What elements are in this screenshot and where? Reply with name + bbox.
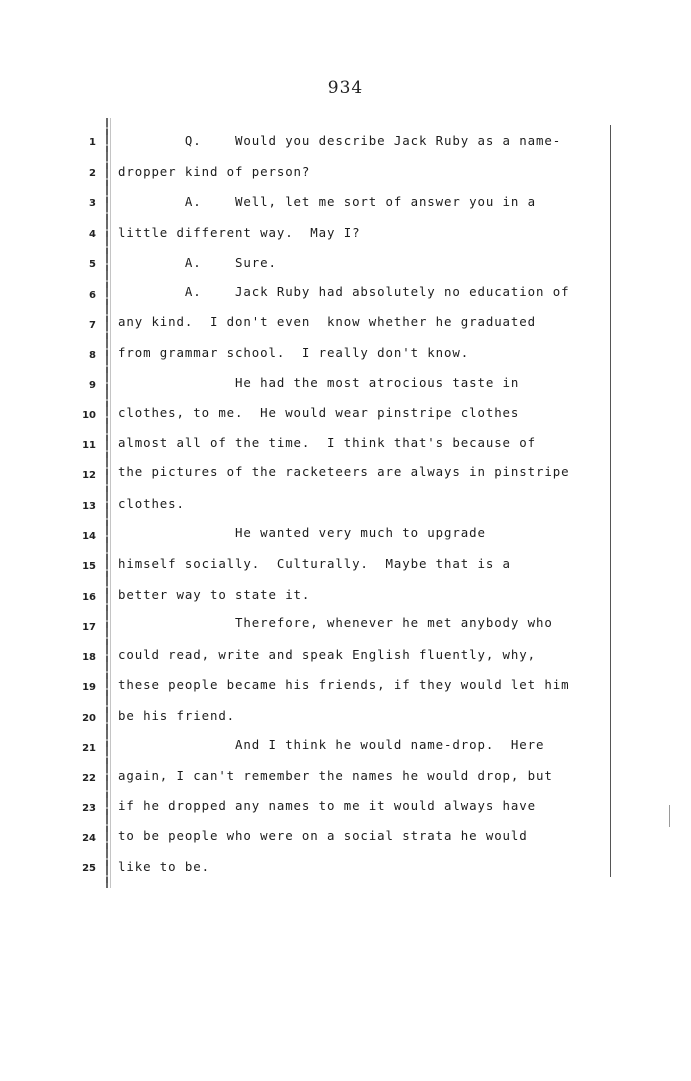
right-margin-rule — [610, 125, 611, 877]
transcript-line: to be people who were on a social strata he would — [118, 828, 528, 843]
line-number: 21 — [82, 743, 96, 754]
transcript-line: be his friend. — [118, 708, 236, 723]
left-margin-rule — [106, 118, 108, 888]
line-number: 2 — [89, 168, 96, 179]
transcript-line: almost all of the time. I think that's because of — [118, 435, 536, 450]
line-number: 20 — [82, 713, 96, 724]
page-number: 934 — [327, 78, 364, 98]
line-number: 25 — [82, 863, 96, 874]
transcript-line: better way to state it. — [118, 587, 311, 602]
line-number: 17 — [82, 622, 96, 633]
line-number: 11 — [82, 440, 96, 451]
line-number: 23 — [82, 803, 96, 814]
transcript-line: like to be. — [118, 859, 210, 874]
line-number: 7 — [89, 320, 96, 331]
transcript-line: again, I can't remember the names he would drop, but — [118, 768, 553, 783]
line-number: 6 — [89, 290, 96, 301]
line-number: 3 — [89, 198, 96, 209]
line-number: 1 — [89, 137, 96, 148]
line-number: 16 — [82, 592, 96, 603]
line-number: 12 — [82, 470, 96, 481]
line-number: 10 — [82, 410, 96, 421]
transcript-line: clothes. — [118, 496, 185, 511]
line-number: 24 — [82, 833, 96, 844]
transcript-line: And I think he would name-drop. Here — [118, 737, 545, 752]
transcript-line: dropper kind of person? — [118, 164, 311, 179]
line-number: 9 — [89, 380, 96, 391]
line-number: 18 — [82, 652, 96, 663]
line-number: 4 — [89, 229, 96, 240]
line-number: 22 — [82, 773, 96, 784]
transcript-line: A. Jack Ruby had absolutely no education of — [118, 284, 570, 299]
line-number: 13 — [82, 501, 96, 512]
transcript-line: Therefore, whenever he met anybody who — [118, 615, 553, 630]
transcript-line: himself socially. Culturally. Maybe that is a — [118, 556, 511, 571]
line-number: 14 — [82, 531, 96, 542]
line-number: 5 — [89, 259, 96, 270]
transcript-line: He wanted very much to upgrade — [118, 525, 486, 540]
transcript-line: the pictures of the racketeers are always in pinstripe — [118, 464, 570, 479]
transcript-line: these people became his friends, if they would let him — [118, 677, 570, 692]
transcript-line: He had the most atrocious taste in — [118, 375, 520, 390]
line-number: 8 — [89, 350, 96, 361]
line-number: 15 — [82, 561, 96, 572]
margin-mark — [669, 805, 670, 827]
transcript-line: Q. Would you describe Jack Ruby as a name- — [118, 133, 562, 148]
transcript-line: A. Well, let me sort of answer you in a — [118, 194, 536, 209]
line-number: 19 — [82, 682, 96, 693]
transcript-line: from grammar school. I really don't know. — [118, 345, 470, 360]
transcript-line: could read, write and speak English fluently, why, — [118, 647, 536, 662]
transcript-line: if he dropped any names to me it would always have — [118, 798, 536, 813]
transcript-line: any kind. I don't even know whether he graduated — [118, 314, 536, 329]
transcript-line: A. Sure. — [118, 255, 277, 270]
transcript-line: clothes, to me. He would wear pinstripe clothes — [118, 405, 520, 420]
left-margin-rule-inner — [110, 118, 111, 888]
transcript-line: little different way. May I? — [118, 225, 361, 240]
